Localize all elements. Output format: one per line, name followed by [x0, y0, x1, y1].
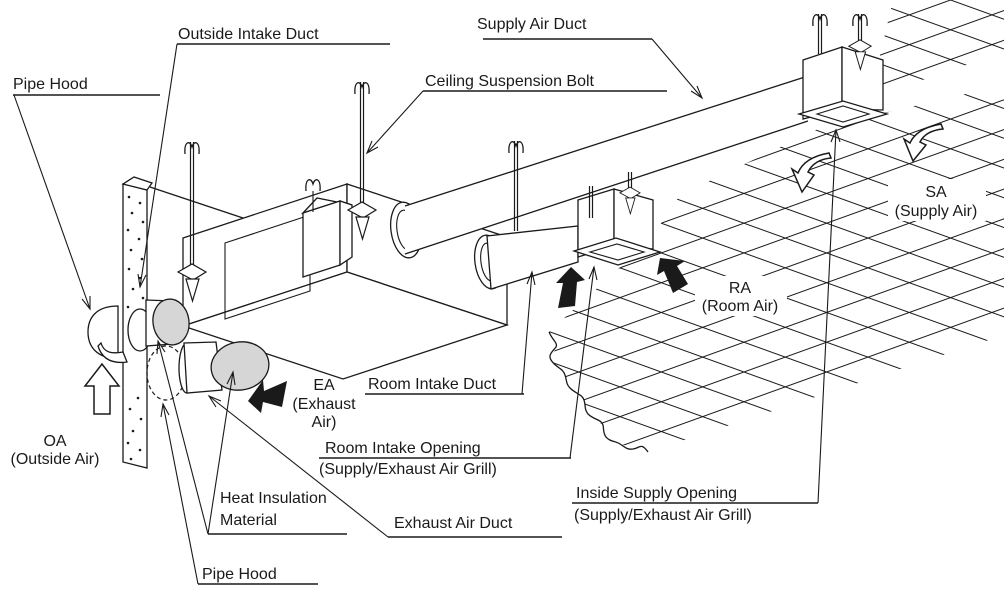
- leader-room-intake-duct: [522, 272, 535, 394]
- label-ea-abbr: EA: [313, 377, 335, 394]
- control-box-hanger-hook: [306, 180, 320, 191]
- label-room-intake-opening-2: (Supply/Exhaust Air Grill): [319, 461, 497, 478]
- label-ra-abbr: RA: [728, 280, 752, 297]
- label-supply-air-duct: Supply Air Duct: [477, 16, 587, 33]
- label-room-intake-opening-1: Room Intake Opening: [325, 440, 481, 457]
- suspension-bolt-6: [813, 14, 827, 54]
- label-ra-full: (Room Air): [701, 298, 779, 315]
- label-oa-full: (Outside Air): [10, 451, 100, 468]
- room-intake-opening: [574, 189, 660, 265]
- ra-airflow-arrow-1: [556, 267, 585, 308]
- label-sa-abbr: SA: [925, 184, 947, 201]
- label-oa-abbr: OA: [43, 433, 67, 450]
- leader-ceiling-suspension-bolt: [367, 91, 423, 153]
- label-heat-insulation-2: Material: [220, 512, 277, 529]
- control-box-front: [303, 201, 340, 277]
- wall-to-unit-edge: [150, 187, 243, 218]
- leader-supply-air-duct: [652, 39, 702, 98]
- exhaust-air-duct-assembly: [147, 337, 273, 400]
- label-outside-intake-duct: Outside Intake Duct: [178, 26, 319, 43]
- label-pipe-hood-top: Pipe Hood: [13, 76, 88, 93]
- label-pipe-hood-bottom: Pipe Hood: [202, 566, 277, 583]
- leader-pipe-hood-top: [14, 95, 90, 309]
- label-exhaust-air-duct: Exhaust Air Duct: [394, 515, 513, 532]
- leader-heat-insulation-2: [208, 372, 235, 534]
- label-heat-insulation-1: Heat Insulation: [220, 490, 327, 507]
- leader-pipe-hood-bottom: [161, 404, 198, 584]
- inside-supply-opening: [799, 47, 887, 127]
- oa-airflow-arrow: [85, 364, 119, 414]
- label-ceiling-suspension-bolt: Ceiling Suspension Bolt: [425, 73, 594, 90]
- label-ea-full-1: (Exhaust: [292, 396, 356, 413]
- label-inside-supply-opening-2: (Supply/Exhaust Air Grill): [574, 507, 752, 524]
- label-inside-supply-opening-1: Inside Supply Opening: [576, 485, 737, 502]
- label-room-intake-duct: Room Intake Duct: [368, 376, 497, 393]
- label-ea-full-2: Air): [311, 414, 337, 431]
- label-sa-full: (Supply Air): [894, 203, 978, 220]
